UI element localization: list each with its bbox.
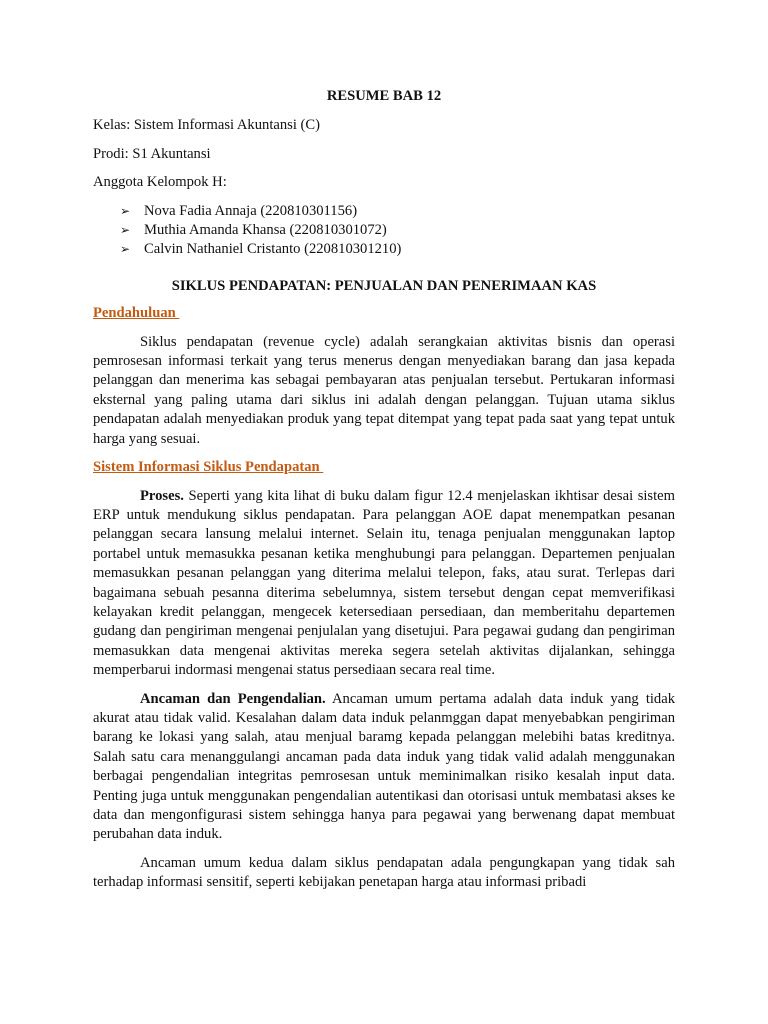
paragraph-lead: Ancaman dan Pengendalian. [140,690,326,707]
section-heading-information-system: Sistem Informasi Siklus Pendapatan [93,459,324,476]
paragraph-text: Seperti yang kita lihat di buku dalam figur 12.4 menjelaskan ikhtisar desai sistem ERP untuk mendukung siklus pendapatan. Para pelanggan AOE dapat menempatkan pesanan pelanggan secara lansung melalui internet. Selain itu, tenaga penjualan menggunakan laptop portabel untuk memasukka pesanan ketika menghubungi para pelanggan. Departemen penjualan memasukkan pesanan pelanggan yang diterima melalui telepon, faks, atau surat. Terlepas dari bagaimana sebuah pesanna diterima sebelumnya, sistem tersebut dengan cepat memverifikasi kelayakan kredit pelanggan, mengecek ketersediaan persediaan, dan memberitahu departemen gudang dan pengiriman mengenai penjulalan yang disetujui. Para pegawai gudang dan pengiriman memasukkan data mengenai aktivitas mereka segera setelah aktivitas dijalankan, sehingga memperbarui indormasi mengenai status persediaan secara real time. [93,487,675,679]
arrowhead-bullet-icon: ➢ [120,223,131,238]
member-name: Muthia Amanda Khansa (220810301072) [144,222,387,239]
list-item [120,221,675,240]
class-line: Kelas: Sistem Informasi Akuntansi (C) [93,117,320,134]
paragraph-threats-controls [93,690,675,845]
document-title: RESUME BAB 12 [326,88,442,104]
paragraph-lead: Proses. [140,487,184,504]
arrowhead-bullet-icon: ➢ [120,203,131,218]
list-item [120,240,675,259]
section-heading-introduction: Pendahuluan [93,305,180,322]
paragraph-text: Ancaman umum pertama adalah data induk yang tidak akurat atau tidak valid. Kesalahan dalam data induk pelanmggan dapat menyebabkan pengiriman barang ke lokasi yang salah, atau menjual baramg kepada pelanggan melebihi batas kreditnya. Salah satu cara menanggulangi ancaman pada data induk yang tidak valid adalah menggunakan berbagai pengendalian integritas pemrosesan untuk meminimalkan risiko kesalah input data. Penting juga untuk menggunakan pengendalian autentikasi dan otorisasi untuk membatasi akses ke data dan mengonfigurasi sistem sehingga hanya para pegawai yang berwenang dapat membuat perubahan data induk. [93,690,675,843]
paragraph-process [93,487,675,681]
chapter-title: SIKLUS PENDAPATAN: PENJUALAN DAN PENERIMAAN KAS [171,277,597,294]
arrowhead-bullet-icon: ➢ [120,242,131,257]
member-name: Calvin Nathaniel Cristanto (220810301210) [144,241,402,258]
paragraph-introduction: Siklus pendapatan (revenue cycle) adalah serangkaian aktivitas bisnis dan operasi pemrosesan informasi terkait yang terus menerus dengan menyediakan barang dan jasa kepada pelanggan dan menerima kas sebagai pembayaran atas penjualan tersebut. Pertukaran informasi eksternal yang paling utama dari siklus ini adalah dengan pelanggan. Tujuan utama siklus pendapatan adalah menyediakan produk yang tepat ditempat yang tepat pada saat yang tepat untuk harga yang sesuai. [93,333,675,447]
member-name: Nova Fadia Annaja (220810301156) [144,202,358,219]
member-list [93,202,675,260]
program-line: Prodi: S1 Akuntansi [93,145,211,162]
group-line: Anggota Kelompok H: [93,174,227,191]
list-item [120,202,675,221]
paragraph-second-threat: Ancaman umum kedua dalam siklus pendapatan adala pengungkapan yang tidak sah terhadap informasi sensitif, seperti kebijakan penetapan harga atau informasi pribadi [93,854,675,891]
document-body [93,87,675,902]
